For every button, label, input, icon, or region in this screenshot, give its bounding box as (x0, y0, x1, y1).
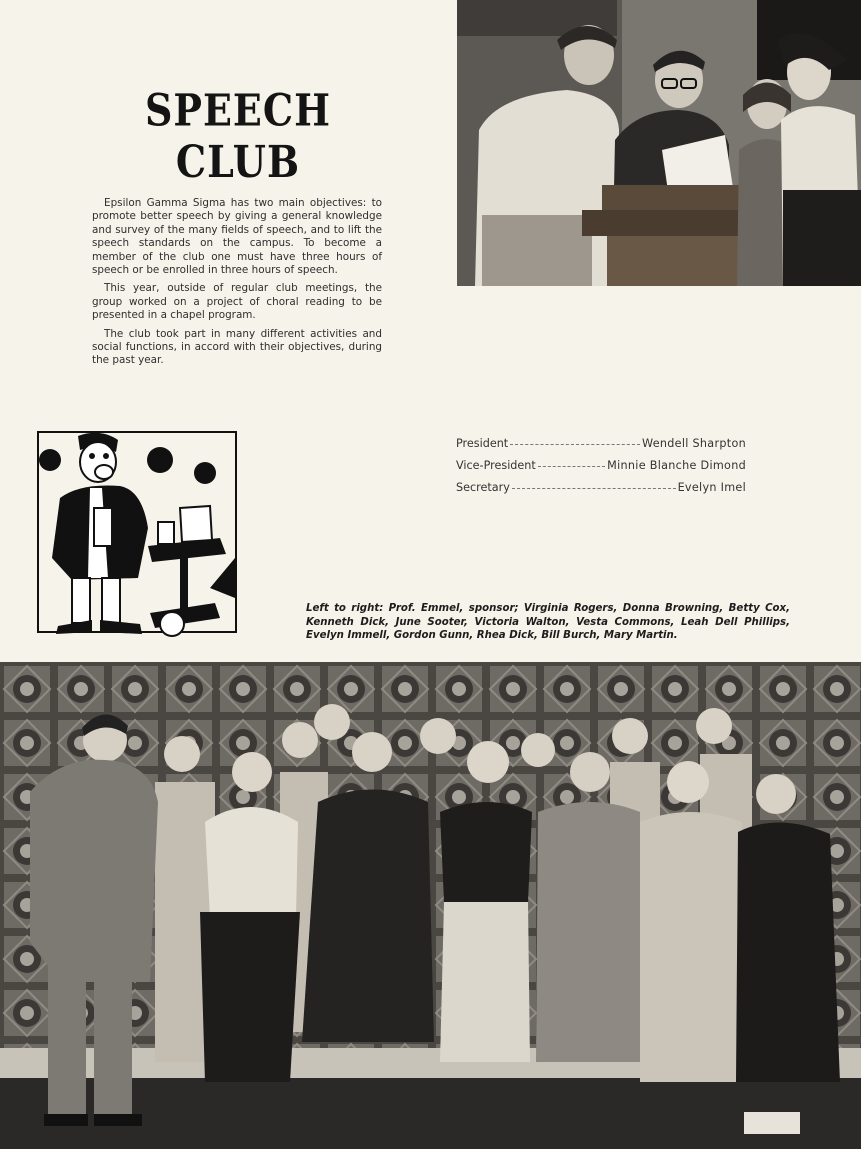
officer-row-president (456, 437, 746, 459)
speaker-cartoon-illustration (30, 428, 240, 643)
officer-row-vice-president (456, 459, 746, 481)
group-photo-caption: Left to right: Prof. Emmel, sponsor; Virginia Rogers, Donna Browning, Betty Cox, Kenneth Dick, June Sooter, Victoria Walton, Vesta Commons, Leah Dell Phillips, Evelyn Immell, Gordon Gunn, Rhea Dick, Bill Burch, Mary Martin. (306, 603, 790, 642)
officer-role: Secretary (456, 481, 510, 494)
officers-list (456, 437, 746, 503)
lectern-photo-illustration (457, 0, 861, 286)
page-title: SPEECH CLUB (144, 84, 332, 188)
group-photo-illustration (0, 662, 861, 1149)
officer-name: Minnie Blanche Dimond (607, 459, 746, 472)
description-paragraph-1: Epsilon Gamma Sigma has two main objectives: to promote better speech by giving a general knowledge and survey of the many fields of speech, and to lift the speech standards on the campus. To become a member of the club one must have three hours of speech or be enrolled in three hours of speech. (92, 197, 382, 277)
leader-line (538, 466, 605, 467)
leader-line (512, 488, 676, 489)
speech-club-group-photo (0, 662, 861, 1149)
officer-role: President (456, 437, 509, 450)
officer-name: Evelyn Imel (677, 481, 746, 494)
club-description (92, 197, 382, 373)
students-at-lectern-photo (457, 0, 861, 286)
leader-line (510, 444, 640, 445)
officer-role: Vice-President (456, 459, 536, 472)
description-paragraph-2: This year, outside of regular club meetings, the group worked on a project of choral reading to be presented in a chapel program. (92, 282, 382, 322)
description-paragraph-3: The club took part in many different activities and social functions, in accord with their objectives, during the past year. (92, 327, 382, 367)
officer-name: Wendell Sharpton (641, 437, 746, 450)
officer-row-secretary (456, 481, 746, 503)
cartoon-drawing (30, 428, 240, 643)
